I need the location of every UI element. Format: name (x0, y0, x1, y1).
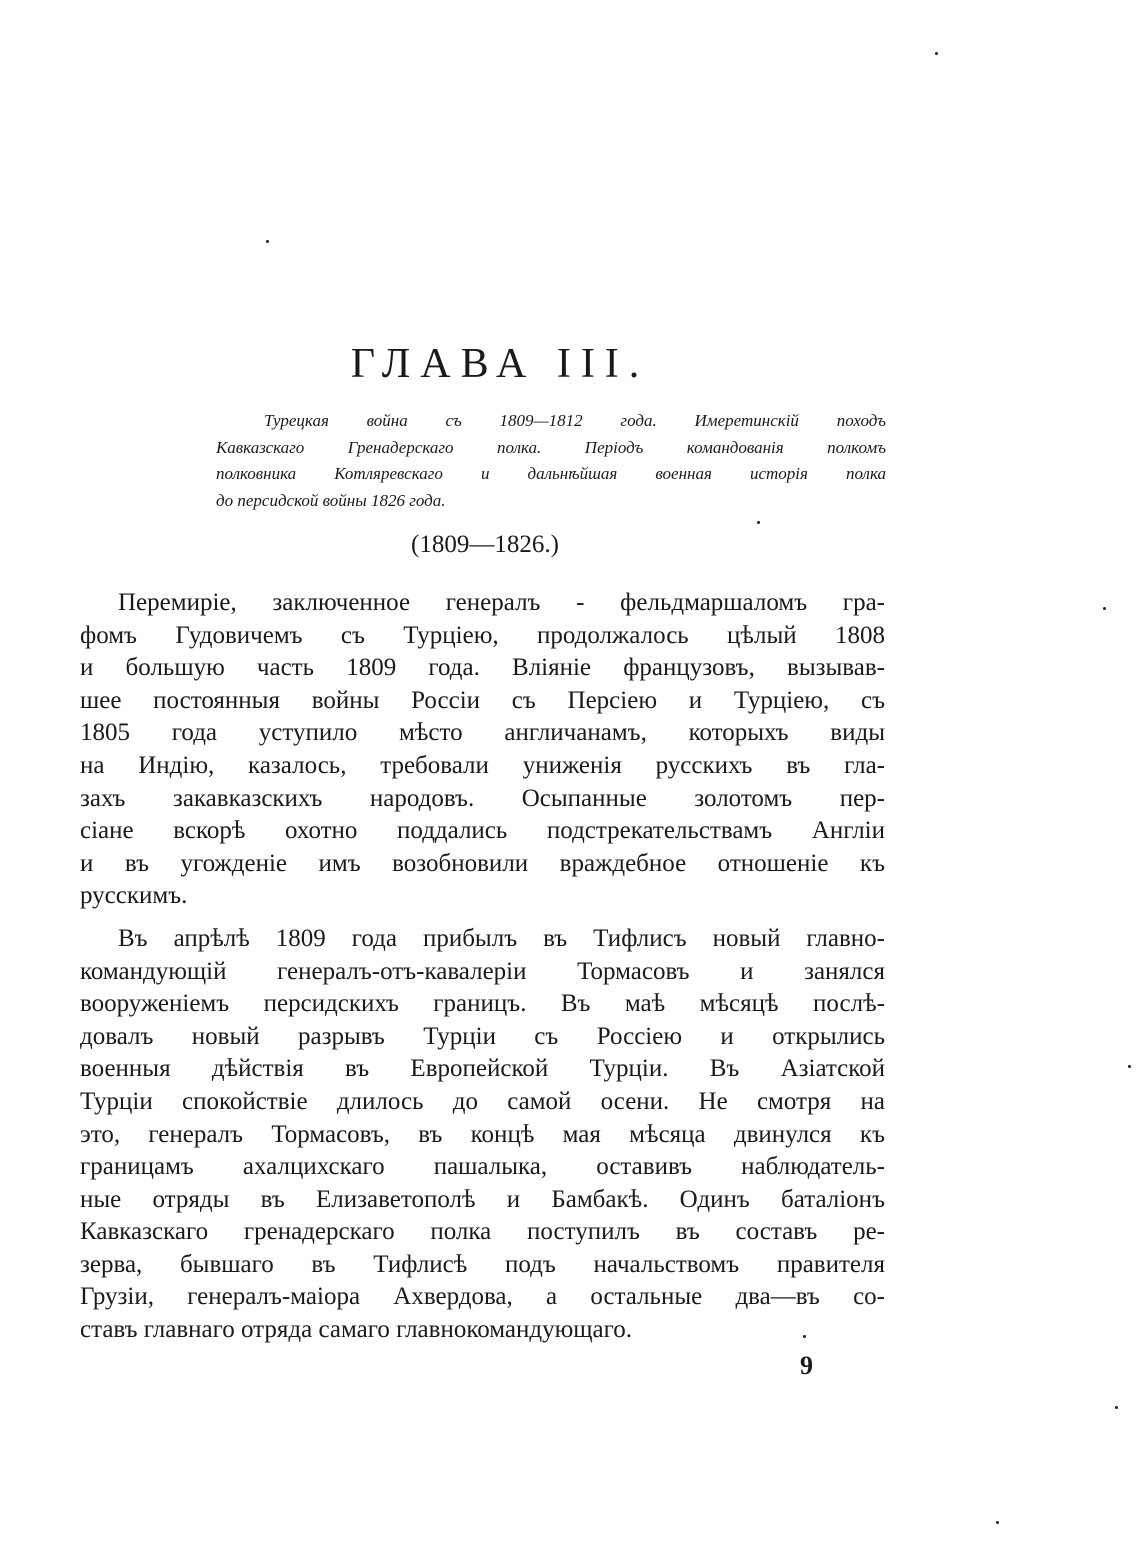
text-line: Перемиріе, заключенное генералъ - фельдмаршаломъ гра- (118, 589, 885, 616)
text-line: Грузіи, генералъ-маіора Ахвердова, а остальные два—въ со- (80, 1283, 885, 1311)
text-line: границамъ ахалцихскаго пашалыка, оставивъ наблюдатель- (80, 1153, 885, 1181)
page-number: 9 (800, 1351, 813, 1380)
chapter-summary (216, 408, 886, 514)
text-line: сіане вскорѣ охотно поддались подстрекательствамъ Англіи (80, 817, 885, 845)
scan-speck (1115, 1406, 1118, 1409)
text-line: и въ угожденіе имъ возобновили враждебное отношеніе къ (80, 849, 885, 877)
text-line: Турціи спокойствіе длилось до самой осени. Не смотря на (80, 1087, 885, 1115)
text-line: вооруженіемъ персидскихъ границъ. Въ маѣ мѣсяцѣ послѣ- (80, 990, 885, 1018)
scan-speck (803, 1335, 806, 1338)
text-line: ные отряды въ Елизаветополѣ и Бамбакѣ. Одинъ баталіонъ (80, 1185, 885, 1213)
text-line: шее постоянныя войны Россіи съ Персіею и Турціею, съ (80, 686, 885, 714)
text-line: ставъ главнаго отряда самаго главнокомандующаго. (80, 1316, 632, 1344)
text-line: командующій генералъ-отъ-кавалеріи Тормасовъ и занялся (80, 957, 885, 985)
text-line: русскимъ. (80, 882, 188, 910)
chapter-dates: (1809—1826.) (411, 531, 559, 558)
summary-line: до персидской войны 1826 года. (216, 490, 446, 510)
body-text (80, 587, 885, 1347)
text-line: захъ закавказскихъ народовъ. Осыпанные золотомъ пер- (80, 784, 885, 812)
text-line: военныя дѣйствія въ Европейской Турціи. Въ Азіатской (80, 1055, 885, 1083)
text-line: довалъ новый разрывъ Турціи съ Россіею и открылись (80, 1022, 885, 1050)
scan-speck (996, 1521, 999, 1524)
text-line: Кавказскаго гренадерскаго полка поступилъ въ составъ ре- (80, 1218, 885, 1246)
text-line: фомъ Гудовичемъ съ Турціею, продолжалось цѣлый 1808 (80, 621, 885, 649)
text-line: это, генералъ Тормасовъ, въ концѣ мая мѣсяца двинулся къ (80, 1120, 885, 1148)
chapter-title: ГЛАВА III. (350, 341, 650, 387)
text-line: Въ апрѣлѣ 1809 года прибылъ въ Тифлисъ новый главно- (118, 924, 885, 952)
scan-speck (1128, 1065, 1131, 1068)
scan-speck (935, 52, 938, 55)
scan-speck (1103, 607, 1106, 610)
text-line: и большую часть 1809 года. Вліяніе французовъ, вызывав- (80, 654, 885, 682)
text-line: 1805 года уступило мѣсто англичанамъ, которыхъ виды (80, 719, 885, 747)
summary-line: Кавказскаго Гренадерскаго полка. Періодъ командованія полкомъ (216, 437, 886, 457)
scan-speck (757, 521, 760, 524)
summary-line: Турецкая война съ 1809—1812 года. Имеретинскій походъ (264, 411, 886, 430)
paragraph-gap (80, 913, 885, 923)
summary-line: полковника Котляревскаго и дальнѣйшая военная исторія полка (216, 464, 886, 483)
scan-speck (266, 240, 269, 243)
text-line: зерва, бывшаго въ Тифлисѣ подъ начальствомъ правителя (80, 1250, 885, 1278)
text-line: на Индію, казалось, требовали униженія русскихъ въ гла- (80, 751, 885, 779)
